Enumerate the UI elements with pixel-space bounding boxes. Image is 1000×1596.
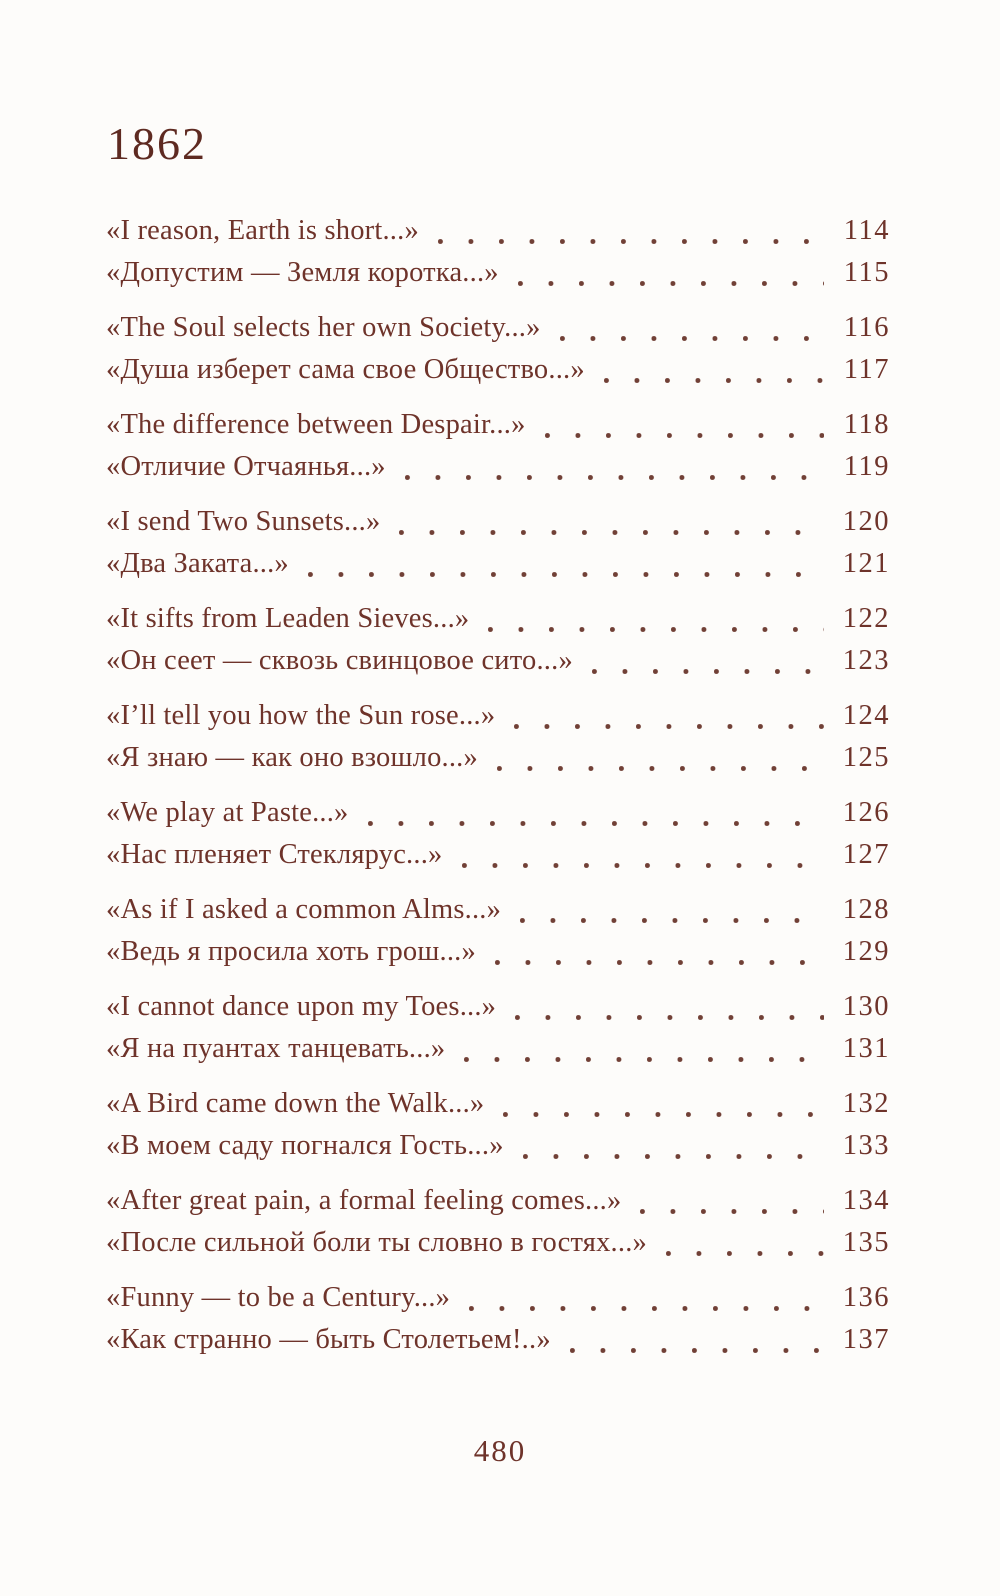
toc-entry-ru	[106, 1222, 890, 1264]
entry-title: «I send Two Sunsets...»	[106, 506, 381, 537]
dot-leader	[491, 737, 824, 779]
entry-page-number: 119	[843, 451, 890, 482]
entry-title: «Я знаю — как оно взошло...»	[106, 742, 478, 773]
dot-leader	[399, 446, 824, 488]
dot-leader	[554, 307, 824, 349]
toc-entry-en	[106, 404, 890, 446]
toc-entry-ru	[106, 931, 890, 973]
toc-entry-en	[106, 501, 890, 543]
entry-page-number: 117	[843, 354, 890, 385]
entry-page-number: 135	[842, 1227, 890, 1258]
toc-entry-pair	[106, 1083, 890, 1167]
dot-leader	[489, 931, 824, 973]
entry-page-number: 127	[842, 839, 890, 870]
entry-title: «A Bird came down the Walk...»	[106, 1088, 485, 1119]
toc-entry-pair	[106, 1277, 890, 1361]
entry-title: «Ведь я просила хоть грош...»	[106, 936, 476, 967]
toc-entry-en	[106, 695, 890, 737]
dot-leader	[302, 543, 824, 585]
entry-page-number: 116	[843, 312, 890, 343]
entry-page-number: 131	[842, 1033, 890, 1064]
dot-leader	[393, 501, 824, 543]
toc-entry-ru	[106, 543, 890, 585]
dot-leader	[482, 598, 824, 640]
toc-entry-ru	[106, 640, 890, 682]
entry-title: «Отличие Отчаянья...»	[106, 451, 386, 482]
entry-page-number: 121	[842, 548, 890, 579]
toc-entry-ru	[106, 349, 890, 391]
entry-page-number: 125	[842, 742, 890, 773]
toc-entry-en	[106, 889, 890, 931]
dot-leader	[497, 1083, 824, 1125]
entry-page-number: 124	[842, 700, 890, 731]
toc-entry-pair	[106, 792, 890, 876]
entry-page-number: 126	[842, 797, 890, 828]
entry-page-number: 128	[842, 894, 890, 925]
entry-title: «Два Заката...»	[106, 548, 289, 579]
entry-page-number: 115	[843, 257, 890, 288]
entry-title: «Как странно — быть Столетьем!..»	[106, 1324, 551, 1355]
toc-entry-en	[106, 210, 890, 252]
toc-entry-pair	[106, 695, 890, 779]
toc-entry-en	[106, 598, 890, 640]
dot-leader	[362, 792, 824, 834]
entry-title: «It sifts from Leaden Sieves...»	[106, 603, 470, 634]
dot-leader	[458, 1028, 824, 1070]
dot-leader	[514, 889, 824, 931]
entry-page-number: 132	[842, 1088, 890, 1119]
toc-entry-ru	[106, 1319, 890, 1361]
dot-leader	[517, 1125, 824, 1167]
entry-page-number: 118	[843, 409, 890, 440]
toc-entry-ru	[106, 1125, 890, 1167]
toc-entry-en	[106, 986, 890, 1028]
dot-leader	[586, 640, 824, 682]
toc-list	[106, 210, 890, 1374]
entry-page-number: 123	[842, 645, 890, 676]
entry-page-number: 134	[842, 1185, 890, 1216]
toc-entry-ru	[106, 1028, 890, 1070]
toc-entry-en	[106, 1180, 890, 1222]
toc-entry-pair	[106, 307, 890, 391]
dot-leader	[463, 1277, 824, 1319]
entry-page-number: 130	[842, 991, 890, 1022]
entry-title: «Я на пуантах танцевать...»	[106, 1033, 446, 1064]
folio-page-number: 480	[473, 1433, 527, 1468]
toc-entry-ru	[106, 834, 890, 876]
entry-page-number: 114	[843, 215, 890, 246]
entry-title: «The Soul selects her own Society...»	[106, 312, 541, 343]
toc-entry-pair	[106, 889, 890, 973]
toc-entry-en	[106, 1083, 890, 1125]
toc-entry-en	[106, 1277, 890, 1319]
year-section-heading: 1862	[107, 118, 207, 169]
entry-title: «Funny — to be a Century...»	[106, 1282, 451, 1313]
entry-title: «Допустим — Земля коротка...»	[106, 257, 499, 288]
entry-title: «После сильной боли ты словно в гостях...»	[106, 1227, 647, 1258]
entry-title: «I’ll tell you how the Sun rose...»	[106, 700, 496, 731]
entry-title: «I reason, Earth is short...»	[106, 215, 419, 246]
toc-entry-pair	[106, 501, 890, 585]
entry-title: «Нас пленяет Стеклярус...»	[106, 839, 443, 870]
entry-page-number: 120	[842, 506, 890, 537]
toc-entry-ru	[106, 446, 890, 488]
entry-title: «Он сеет — сквозь свинцовое сито...»	[106, 645, 573, 676]
entry-page-number: 137	[842, 1324, 890, 1355]
entry-page-number: 122	[842, 603, 890, 634]
entry-page-number: 136	[842, 1282, 890, 1313]
entry-title: «We play at Paste...»	[106, 797, 349, 828]
toc-entry-pair	[106, 210, 890, 294]
dot-leader	[634, 1180, 824, 1222]
entry-page-number: 133	[842, 1130, 890, 1161]
toc-entry-en	[106, 307, 890, 349]
toc-entry-pair	[106, 1180, 890, 1264]
toc-entry-pair	[106, 598, 890, 682]
dot-leader	[512, 252, 824, 294]
entry-title: «The difference between Despair...»	[106, 409, 526, 440]
dot-leader	[508, 695, 824, 737]
entry-title: «I cannot dance upon my Toes...»	[106, 991, 497, 1022]
entry-title: «В моем саду погнался Гость...»	[106, 1130, 504, 1161]
dot-leader	[539, 404, 824, 446]
toc-entry-ru	[106, 252, 890, 294]
dot-leader	[564, 1319, 824, 1361]
toc-entry-ru	[106, 737, 890, 779]
dot-leader	[432, 210, 824, 252]
entry-title: «As if I asked a common Alms...»	[106, 894, 502, 925]
toc-entry-en	[106, 792, 890, 834]
toc-entry-pair	[106, 986, 890, 1070]
dot-leader	[660, 1222, 824, 1264]
toc-entry-pair	[106, 404, 890, 488]
entry-title: «Душа изберет сама свое Общество...»	[106, 354, 585, 385]
dot-leader	[456, 834, 825, 876]
entry-title: «After great pain, a formal feeling comes...»	[106, 1185, 622, 1216]
dot-leader	[598, 349, 824, 391]
entry-page-number: 129	[842, 936, 890, 967]
dot-leader	[509, 986, 824, 1028]
